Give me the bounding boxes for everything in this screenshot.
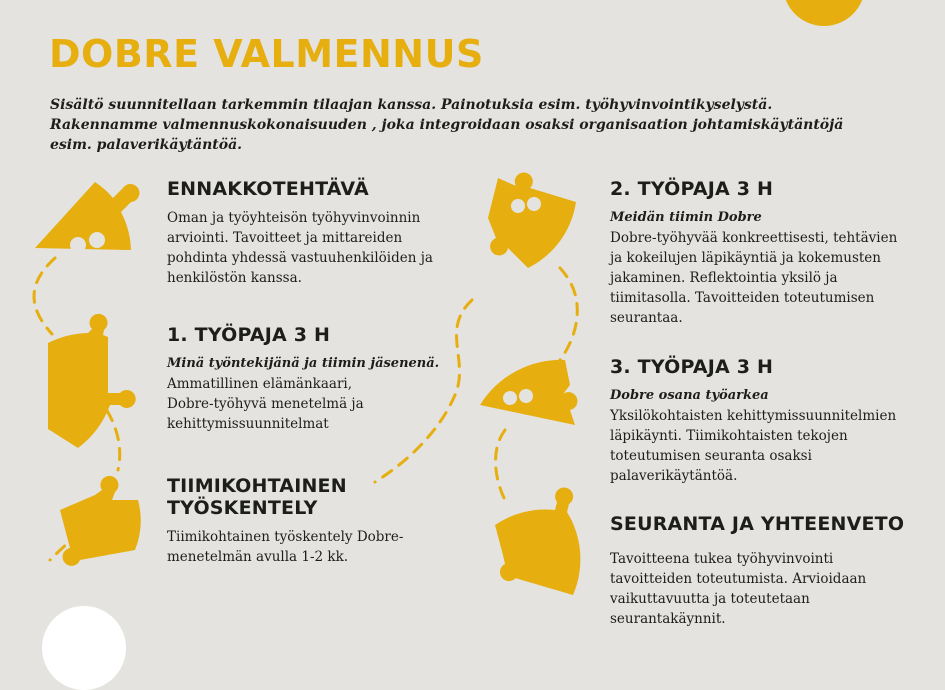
section-ennakkotehtava: [167, 178, 457, 288]
section-body: Dobre-työhyvää konkreettisesti, tehtävien ja kokeilujen läpikäyntiä ja kokemusten jakaminen. Reflektointia yksilö ja tiimitasolla. Tavoitteiden toteutumisen seurantaa.: [610, 230, 898, 326]
section-tiimikohtainen: [167, 475, 404, 567]
intro-text: Sisältö suunnitellaan tarkemmin tilaajan kanssa. Painotuksia esim. työhyvinvointikyselystä. Rakennamme valmennuskokonaisuuden , joka integroidaan osaksi organisaation johtamiskäytäntöjä esim. palaverikäytäntöä.: [50, 97, 844, 153]
section-heading: TIIMIKOHTAINEN TYÖSKENTELY: [167, 475, 347, 519]
section-tyopaja-1: [167, 324, 457, 434]
section-subtitle: Meidän tiimin Dobre: [610, 210, 762, 225]
section-body: Tiimikohtainen työskentely Dobre-menetelmän avulla 1-2 kk.: [167, 529, 404, 565]
section-body: Yksilökohtaisten kehittymissuunnitelmien läpikäynti. Tiimikohtaisten tekojen toteutumisen seuranta osaksi palaverikäytäntöä.: [610, 408, 897, 484]
section-heading: 1. TYÖPAJA 3 H: [167, 324, 331, 346]
section-tyopaja-3: [610, 356, 900, 486]
section-subtitle: Dobre osana työarkea: [610, 388, 769, 403]
puzzle-piece-icon: [60, 476, 141, 566]
section-seuranta: [610, 513, 910, 629]
section-heading: 2. TYÖPAJA 3 H: [610, 178, 774, 200]
section-heading: ENNAKKOTEHTÄVÄ: [167, 178, 369, 200]
section-body: Tavoitteena tukea työhyvinvointi tavoitteiden toteutumista. Arvioidaan vaikuttavuutta ja toteutetaan seurantakäynnit.: [610, 551, 867, 627]
section-tyopaja-2: [610, 178, 900, 328]
page-title: DOBRE VALMENNUS: [49, 32, 484, 76]
section-heading: SEURANTA JA YHTEENVETO: [610, 513, 905, 535]
puzzle-piece-icon: [48, 314, 136, 448]
puzzle-piece-icon: [35, 182, 139, 253]
section-subtitle: Minä työntekijänä ja tiimin jäsenenä.: [167, 356, 440, 371]
section-heading: 3. TYÖPAJA 3 H: [610, 356, 774, 378]
section-body: Oman ja työyhteisön työhyvinvoinnin arviointi. Tavoitteet ja mittareiden pohdinta yhdessä vastuuhenkilöiden ja henkilöstön kanssa.: [167, 210, 433, 286]
puzzle-piece-icon: [495, 487, 580, 595]
puzzle-piece-icon: [480, 360, 577, 425]
section-body: Ammatillinen elämänkaari, Dobre-työhyvä menetelmä ja kehittymissuunnitelmat: [167, 376, 364, 432]
puzzle-piece-icon: [488, 172, 576, 268]
